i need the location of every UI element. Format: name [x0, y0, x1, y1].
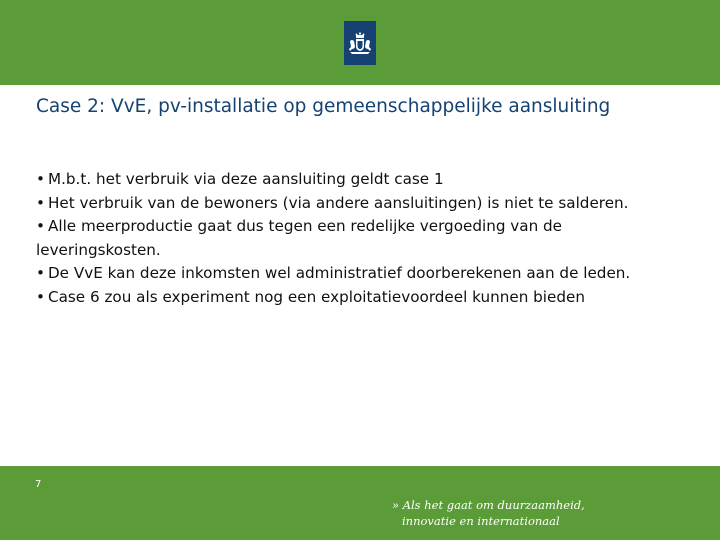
- tagline-line-2: innovatie en internationaal: [402, 514, 560, 528]
- rijksoverheid-logo: [344, 21, 376, 65]
- bullet-item: [36, 286, 676, 310]
- bullet-list: [36, 168, 676, 309]
- bullet-symbol: •: [36, 217, 45, 235]
- bullet-item: [36, 192, 676, 216]
- bullet-text: Het verbruik van de bewoners (via andere aansluitingen) is niet te salderen.: [47, 193, 629, 212]
- bullet-symbol: •: [36, 287, 45, 306]
- slide-title: Case 2: VvE, pv-installatie op gemeenschappelijke aansluiting: [36, 96, 611, 117]
- footer-band: [0, 466, 720, 540]
- footer-tagline: [392, 497, 592, 529]
- bullet-item: [36, 215, 676, 262]
- bullet-text: Alle meerproductie gaat dus tegen een redelijke vergoeding van de leveringskosten.: [36, 217, 563, 259]
- bullet-symbol: •: [36, 170, 45, 188]
- header-band: [0, 0, 720, 85]
- bullet-symbol: •: [36, 264, 45, 282]
- bullet-item: [36, 168, 676, 192]
- bullet-text: Case 6 zou als experiment nog een exploitatievoordeel kunnen bieden: [47, 287, 585, 306]
- coat-of-arms-icon: [344, 21, 376, 65]
- page-number: 7: [35, 479, 42, 490]
- bullet-text: M.b.t. het verbruik via deze aansluiting geldt case 1: [47, 170, 444, 188]
- bullet-symbol: •: [36, 193, 45, 212]
- bullet-item: [36, 262, 676, 286]
- bullet-text: De VvE kan deze inkomsten wel administratief doorberekenen aan de leden.: [47, 264, 631, 282]
- tagline-line-1: » Als het gaat om duurzaamheid,: [392, 498, 585, 512]
